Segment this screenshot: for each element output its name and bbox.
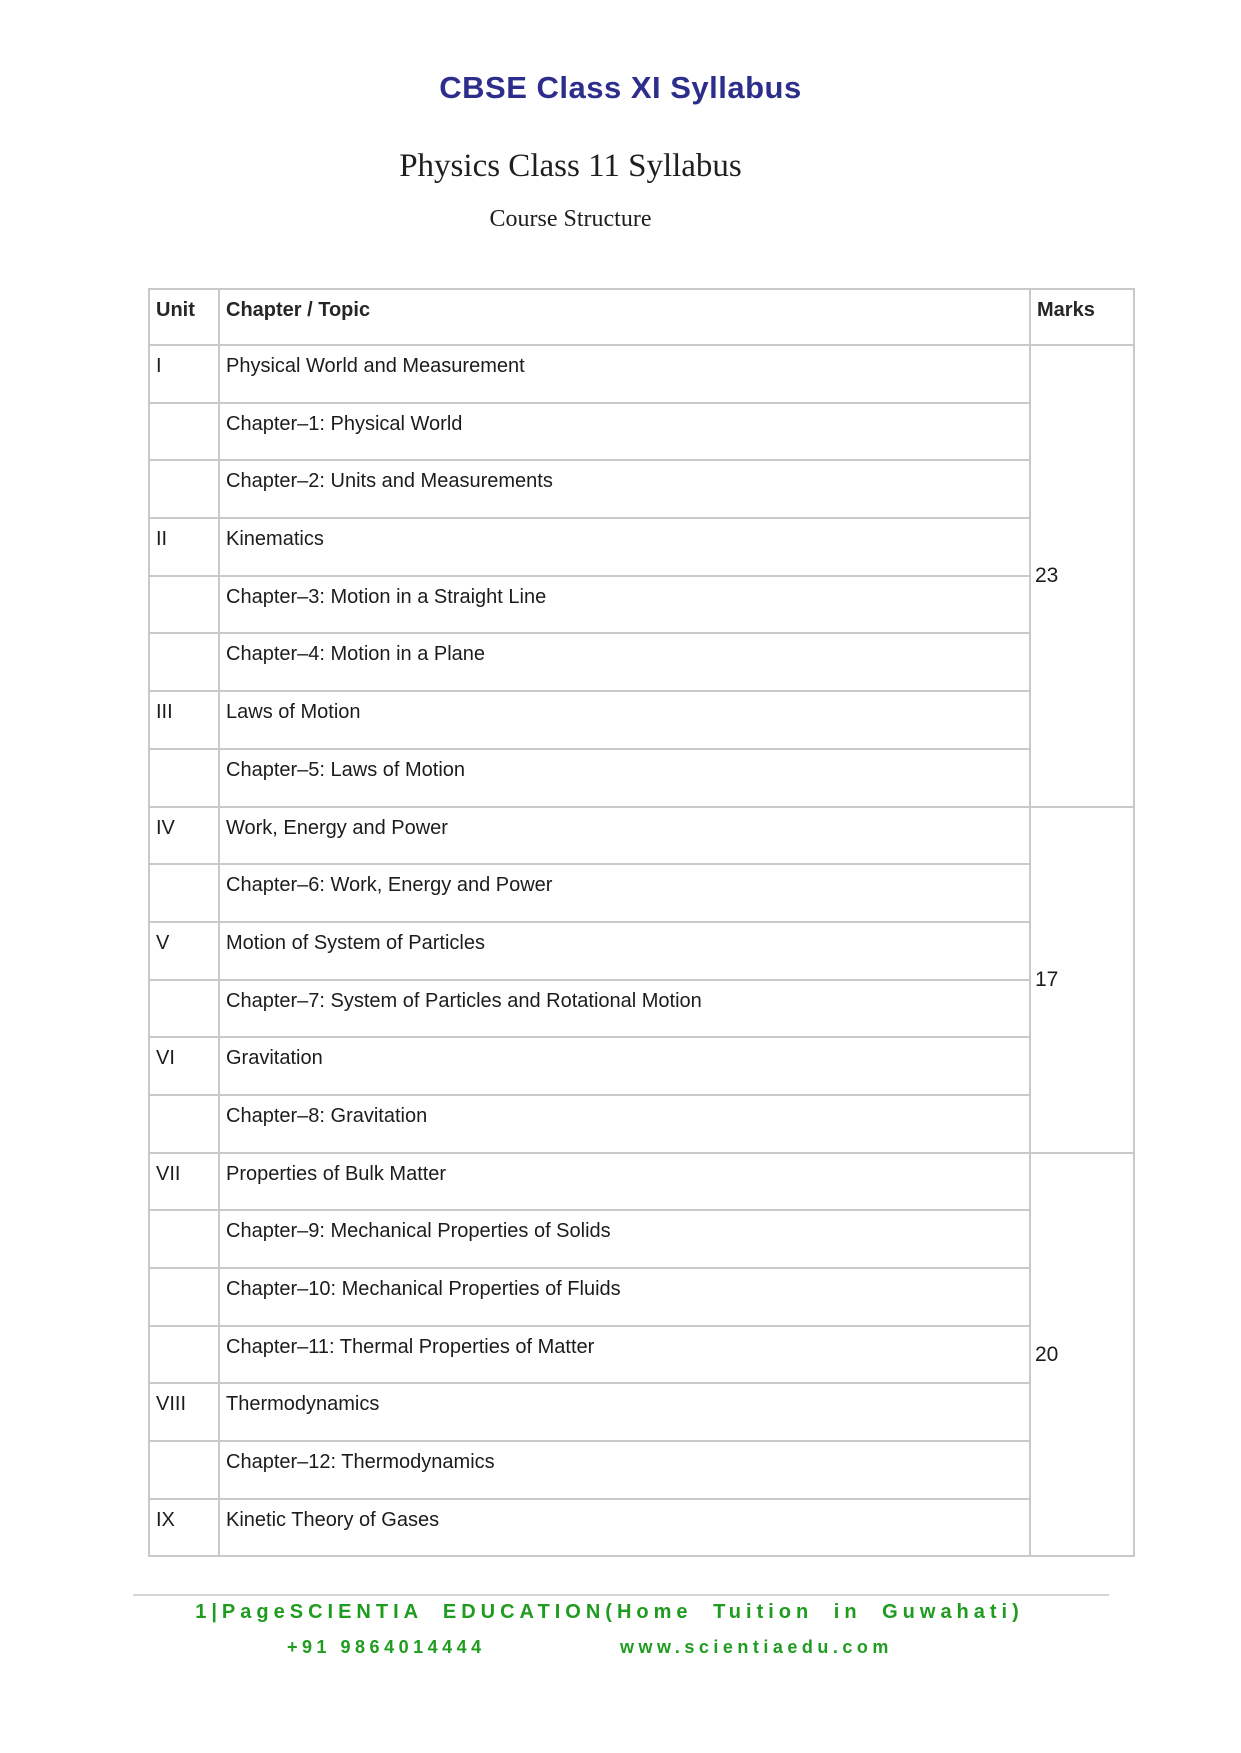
unit-cell: VI — [149, 1037, 219, 1095]
topic-cell: Chapter–6: Work, Energy and Power — [219, 864, 1030, 922]
table-row — [149, 1037, 1134, 1095]
topic-cell: Physical World and Measurement — [219, 345, 1030, 403]
topic-cell: Chapter–11: Thermal Properties of Matter — [219, 1326, 1030, 1384]
unit-cell: III — [149, 691, 219, 749]
table-row — [149, 1268, 1134, 1326]
topic-cell: Chapter–7: System of Particles and Rotational Motion — [219, 980, 1030, 1038]
unit-cell: VII — [149, 1153, 219, 1211]
unit-cell: IV — [149, 807, 219, 865]
unit-cell: I — [149, 345, 219, 403]
topic-cell: Work, Energy and Power — [219, 807, 1030, 865]
topic-cell: Gravitation — [219, 1037, 1030, 1095]
table-row — [149, 1153, 1134, 1211]
table-row — [149, 980, 1134, 1038]
unit-cell — [149, 1210, 219, 1268]
header-topic: Chapter / Topic — [219, 289, 1030, 345]
topic-cell: Chapter–1: Physical World — [219, 403, 1030, 461]
topic-cell: Chapter–8: Gravitation — [219, 1095, 1030, 1153]
table-row — [149, 864, 1134, 922]
topic-cell: Kinetic Theory of Gases — [219, 1499, 1030, 1557]
unit-cell — [149, 576, 219, 634]
course-table-body — [149, 345, 1134, 1556]
topic-cell: Motion of System of Particles — [219, 922, 1030, 980]
section-heading: Course Structure — [489, 206, 652, 232]
table-row — [149, 749, 1134, 807]
footer-page-org-line: 1|PageSCIENTIA EDUCATION(Home Tuition in Guwahati) — [195, 1601, 1024, 1623]
table-row — [149, 1441, 1134, 1499]
unit-cell — [149, 403, 219, 461]
table-row — [149, 576, 1134, 634]
marks-cell: 17 — [1030, 807, 1134, 1153]
unit-cell — [149, 1441, 219, 1499]
marks-cell: 23 — [1030, 345, 1134, 807]
topic-cell: Chapter–10: Mechanical Properties of Fluids — [219, 1268, 1030, 1326]
table-row — [149, 1499, 1134, 1557]
header-unit: Unit — [149, 289, 219, 345]
topic-cell: Laws of Motion — [219, 691, 1030, 749]
unit-cell — [149, 1268, 219, 1326]
unit-cell — [149, 460, 219, 518]
unit-cell — [149, 633, 219, 691]
table-row — [149, 807, 1134, 865]
topic-cell: Chapter–4: Motion in a Plane — [219, 633, 1030, 691]
header-marks: Marks — [1030, 289, 1134, 345]
topic-cell: Kinematics — [219, 518, 1030, 576]
footer-phone: +91 9864014444 — [287, 1637, 486, 1657]
topic-cell: Chapter–3: Motion in a Straight Line — [219, 576, 1030, 634]
table-row — [149, 1326, 1134, 1384]
table-row — [149, 345, 1134, 403]
unit-cell: V — [149, 922, 219, 980]
topic-cell: Chapter–5: Laws of Motion — [219, 749, 1030, 807]
topic-cell: Chapter–2: Units and Measurements — [219, 460, 1030, 518]
topic-cell: Chapter–9: Mechanical Properties of Solids — [219, 1210, 1030, 1268]
footer-website: www.scientiaedu.com — [620, 1637, 893, 1657]
table-row — [149, 1210, 1134, 1268]
table-row — [149, 691, 1134, 749]
table-header-row — [149, 289, 1134, 345]
unit-cell — [149, 1326, 219, 1384]
page-subtitle: Physics Class 11 Syllabus — [399, 148, 742, 184]
unit-cell — [149, 749, 219, 807]
unit-cell — [149, 1095, 219, 1153]
footer-divider — [133, 1594, 1109, 1596]
unit-cell — [149, 864, 219, 922]
table-row — [149, 1383, 1134, 1441]
topic-cell: Chapter–12: Thermodynamics — [219, 1441, 1030, 1499]
page-title: CBSE Class XI Syllabus — [439, 70, 802, 105]
table-row — [149, 518, 1134, 576]
unit-cell — [149, 980, 219, 1038]
table-row — [149, 1095, 1134, 1153]
course-structure-table — [148, 288, 1135, 1557]
table-row — [149, 403, 1134, 461]
table-row — [149, 922, 1134, 980]
table-row — [149, 633, 1134, 691]
unit-cell: II — [149, 518, 219, 576]
marks-cell: 20 — [1030, 1153, 1134, 1557]
table-row — [149, 460, 1134, 518]
topic-cell: Thermodynamics — [219, 1383, 1030, 1441]
unit-cell: IX — [149, 1499, 219, 1557]
topic-cell: Properties of Bulk Matter — [219, 1153, 1030, 1211]
unit-cell: VIII — [149, 1383, 219, 1441]
